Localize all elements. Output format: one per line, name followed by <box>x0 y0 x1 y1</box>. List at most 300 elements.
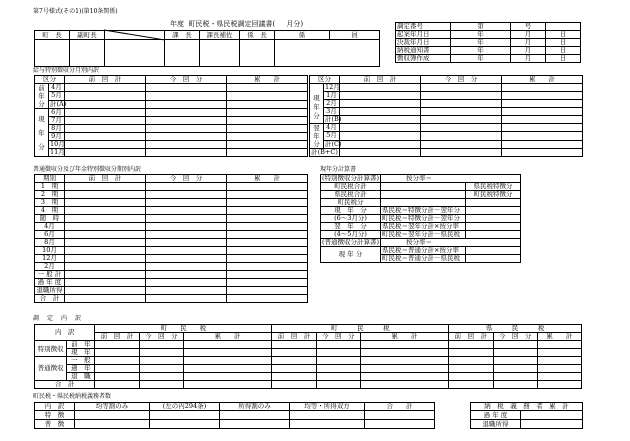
assessment-cell[interactable] <box>360 341 448 349</box>
special-cell[interactable] <box>227 141 308 149</box>
special-row-label: 5月 <box>49 92 65 100</box>
assessment-cell[interactable] <box>493 381 537 389</box>
record-c3: 日 <box>546 55 581 63</box>
special-row-label: 8月 <box>49 125 65 133</box>
taxpayers-table <box>34 402 435 429</box>
ordinary-cell[interactable] <box>65 239 146 247</box>
ordinary-cell[interactable] <box>146 279 227 287</box>
assessment-cell[interactable] <box>493 349 537 357</box>
assessment-cell[interactable] <box>316 381 360 389</box>
special-cell[interactable] <box>227 92 308 100</box>
assessment-sub-prev: 前 回 計 <box>449 333 493 341</box>
ordinary-cell[interactable] <box>65 287 146 295</box>
special-header-total: 累 計 <box>227 76 308 84</box>
ordinary-cell[interactable] <box>65 223 146 231</box>
form-title <box>170 20 303 29</box>
allocation-cell[interactable] <box>466 207 521 215</box>
allocation-cell[interactable] <box>466 215 521 223</box>
allocation-table <box>320 174 521 263</box>
assessment-cell[interactable] <box>139 381 183 389</box>
ordinary-row-label: 6月 <box>35 231 65 239</box>
record-label: 徴収簿作成 <box>396 55 451 63</box>
allocation-formula: 県民税＝翌年分計×按分率 <box>381 223 466 231</box>
assessment-cell[interactable] <box>316 341 360 349</box>
taxpayers-cell[interactable] <box>290 420 365 429</box>
assessment-row-label: 前 年 <box>67 341 95 349</box>
assessment-row-label: 現 年 <box>67 349 95 357</box>
assessment-cell[interactable] <box>95 341 139 349</box>
assessment-cell[interactable] <box>139 349 183 357</box>
special-row-label: 2月 <box>324 100 340 108</box>
taxpayers-cell[interactable] <box>220 420 290 429</box>
taxpayers-cell[interactable] <box>290 411 365 420</box>
special-cell[interactable] <box>227 149 308 157</box>
ordinary-cell[interactable] <box>227 295 308 303</box>
taxpayers-header-income: 所得割のみ <box>220 403 290 411</box>
special-cell[interactable] <box>421 140 502 148</box>
ordinary-cell[interactable] <box>146 239 227 247</box>
assessment-sub-total: 累 計 <box>537 333 581 341</box>
ordinary-row-label: 12月 <box>35 255 65 263</box>
assessment-cell[interactable] <box>537 341 581 349</box>
assessment-cell[interactable] <box>360 349 448 357</box>
ordinary-cell[interactable] <box>227 247 308 255</box>
special-cell[interactable] <box>421 100 502 108</box>
special-cell[interactable] <box>146 133 227 141</box>
assessment-cell[interactable] <box>316 357 360 365</box>
approval-stamp-cell[interactable] <box>35 40 70 67</box>
assessment-cell[interactable] <box>139 373 183 381</box>
special-row-label: 9月 <box>49 133 65 141</box>
special-cell[interactable] <box>146 125 227 133</box>
taxpayers-cell[interactable] <box>150 420 220 429</box>
special-cell[interactable] <box>227 133 308 141</box>
ordinary-cell[interactable] <box>227 207 308 215</box>
ordinary-cell[interactable] <box>65 271 146 279</box>
approval-vice-chief: 副町長 <box>70 31 105 40</box>
record-label: 納税通知書 <box>396 47 451 55</box>
special-cell[interactable] <box>146 109 227 117</box>
special-cell[interactable] <box>227 109 308 117</box>
special-cell[interactable] <box>227 84 308 92</box>
special-row-label: 10月 <box>50 140 65 148</box>
record-c2: 月 <box>511 47 546 55</box>
special-header-prev: 前 回 計 <box>340 76 421 84</box>
special-cell[interactable] <box>146 117 227 125</box>
assessment-cell[interactable] <box>272 365 316 373</box>
assessment-cell[interactable] <box>95 365 139 373</box>
assessment-section-title: 調 定 内 訳 <box>33 315 83 322</box>
taxpayers-header-total: 合 計 <box>365 403 435 411</box>
ordinary-cell[interactable] <box>146 207 227 215</box>
assessment-cell[interactable] <box>537 373 581 381</box>
special-header-category: 区分 <box>35 76 65 84</box>
assessment-group-town-2: 町 民 税 <box>272 325 449 333</box>
allocation-row-label: 町民税合計 <box>321 183 381 191</box>
record-c2: 月 <box>511 31 546 39</box>
special-cell[interactable] <box>65 117 146 125</box>
assessment-cell[interactable] <box>316 365 360 373</box>
ordinary-cell[interactable] <box>65 263 146 271</box>
approval-deputy-chief: 課長補佐 <box>200 31 240 40</box>
special-cell[interactable] <box>502 108 583 116</box>
special-cell[interactable] <box>65 125 146 133</box>
ordinary-cell[interactable] <box>65 231 146 239</box>
special-cell[interactable] <box>421 149 502 157</box>
taxpayers-header-per-capita: 均等割のみ <box>75 403 150 411</box>
special-cell[interactable] <box>65 141 146 149</box>
approval-stamp-cell[interactable] <box>200 40 240 67</box>
ordinary-cell[interactable] <box>146 183 227 191</box>
special-cell[interactable] <box>65 133 146 141</box>
special-row-label: 計(C) <box>325 139 342 148</box>
ordinary-cell[interactable] <box>65 279 146 287</box>
record-c3: 日 <box>546 39 581 47</box>
allocation-row-label: 県民税合計 <box>321 191 381 199</box>
special-cell[interactable] <box>146 100 227 108</box>
ordinary-row-label: 随 時 <box>35 215 65 223</box>
record-c1: 年 <box>451 39 511 47</box>
ordinary-cell[interactable] <box>146 231 227 239</box>
special-cell[interactable] <box>502 92 583 100</box>
ordinary-cell[interactable] <box>227 263 308 271</box>
assessment-cell[interactable] <box>272 349 316 357</box>
taxpayers-header-art294: (左の内294条) <box>150 403 220 411</box>
special-cell[interactable] <box>227 100 308 108</box>
assessment-cell[interactable] <box>272 373 316 381</box>
record-c2: 号 <box>511 23 546 31</box>
record-c1: 第 <box>451 23 511 31</box>
special-cell[interactable] <box>421 92 502 100</box>
taxpayers-cell[interactable] <box>220 411 290 420</box>
assessment-cell[interactable] <box>449 341 493 349</box>
assessment-group-prefecture: 県 民 税 <box>449 325 582 333</box>
ordinary-cell[interactable] <box>227 279 308 287</box>
form-number: 第7号様式(その1)(第10条関係) <box>33 8 118 15</box>
record-c2: 月 <box>511 55 546 63</box>
ordinary-cell[interactable] <box>146 287 227 295</box>
assessment-cell[interactable] <box>139 357 183 365</box>
taxpayers-section-title: 町民税・県民税納税義務者数 <box>33 393 112 400</box>
special-cell[interactable] <box>421 116 502 124</box>
ordinary-row-label: 4 期 <box>35 207 65 215</box>
title-year: 年度 <box>170 20 184 28</box>
assessment-cell[interactable] <box>537 357 581 365</box>
record-c1: 年 <box>451 31 511 39</box>
special-cell[interactable] <box>421 108 502 116</box>
assessment-cell[interactable] <box>95 357 139 365</box>
special-group-current-year: 現年分 <box>35 109 49 157</box>
assessment-cell[interactable] <box>493 357 537 365</box>
allocation-cell[interactable] <box>381 183 466 191</box>
record-label: 決裁年月日 <box>396 39 451 47</box>
record-c2: 月 <box>511 39 546 47</box>
assessment-cell[interactable] <box>95 381 139 389</box>
assessment-cell[interactable] <box>449 365 493 373</box>
assessment-cell[interactable] <box>183 365 271 373</box>
ordinary-cell[interactable] <box>65 191 146 199</box>
ordinary-row-label: 8月 <box>35 239 65 247</box>
special-row-label: 12月 <box>325 83 340 91</box>
special-cell[interactable] <box>227 125 308 133</box>
allocation-formula: 県民税＝普通分計×按分率 <box>381 247 466 255</box>
taxpayers-row-label: 普 徴 <box>35 420 75 429</box>
special-row-label: 3月 <box>324 108 340 116</box>
special-cell[interactable] <box>146 141 227 149</box>
allocation-ordinary-header: (普通徴収分計算書) <box>322 238 380 246</box>
assessment-cell[interactable] <box>183 381 271 389</box>
approval-diagonal-line <box>104 30 165 40</box>
allocation-ratio: 按分率＝ <box>381 175 521 183</box>
assessment-cell[interactable] <box>183 349 271 357</box>
taxpayers-row-label: 特 徴 <box>35 411 75 420</box>
ordinary-row-label: 1 期 <box>35 183 65 191</box>
allocation-section-title: 現年分計算書 <box>320 166 357 173</box>
record-c3: 日 <box>546 47 581 55</box>
taxpayers-summary-table <box>470 402 583 429</box>
record-table <box>395 22 581 63</box>
taxpayers-summary-cell[interactable] <box>521 420 583 429</box>
approval-town-chief: 町 長 <box>35 31 70 40</box>
ordinary-cell[interactable] <box>65 295 146 303</box>
assessment-cell[interactable] <box>537 365 581 373</box>
assessment-cell[interactable] <box>493 341 537 349</box>
approval-stamp-cell[interactable] <box>275 40 380 67</box>
special-cell[interactable] <box>146 92 227 100</box>
ordinary-cell[interactable] <box>146 191 227 199</box>
special-cell[interactable] <box>502 116 583 124</box>
assessment-cell[interactable] <box>537 349 581 357</box>
special-cell[interactable] <box>146 84 227 92</box>
special-left-table <box>34 75 308 157</box>
special-cell[interactable] <box>340 116 421 124</box>
allocation-note: 町民税特徴分 <box>466 191 521 199</box>
special-row-label: 計(B) <box>325 115 342 123</box>
approval-stamp-cell[interactable] <box>165 40 200 67</box>
special-cell[interactable] <box>421 132 502 140</box>
allocation-cell[interactable] <box>381 191 466 199</box>
special-cell[interactable] <box>502 149 583 157</box>
ordinary-cell[interactable] <box>65 207 146 215</box>
special-cell[interactable] <box>340 100 421 108</box>
taxpayers-cell[interactable] <box>365 420 435 429</box>
taxpayers-summary-label: 退職所得 <box>471 420 521 429</box>
allocation-row-label: 翌 年 分 <box>321 223 381 231</box>
special-section-title: 給与特別徴収分月別内訳 <box>33 67 100 74</box>
taxpayers-cell[interactable] <box>75 420 150 429</box>
assessment-cell[interactable] <box>360 381 448 389</box>
assessment-cell[interactable] <box>449 357 493 365</box>
assessment-row-label: 退 職 <box>67 373 95 381</box>
special-cell[interactable] <box>340 84 421 92</box>
record-c1: 年 <box>451 47 511 55</box>
ordinary-cell[interactable] <box>146 295 227 303</box>
special-cell[interactable] <box>227 117 308 125</box>
assessment-cell[interactable] <box>272 341 316 349</box>
ordinary-cell[interactable] <box>227 239 308 247</box>
ordinary-cell[interactable] <box>65 215 146 223</box>
ordinary-cell[interactable] <box>227 191 308 199</box>
assessment-cell[interactable] <box>316 349 360 357</box>
assessment-row-label: 過 年 <box>67 365 95 373</box>
special-group-current-year-right: 現年分 <box>310 92 324 124</box>
special-header-current: 今 回 分 <box>421 76 502 84</box>
special-cell[interactable] <box>65 100 146 108</box>
special-header-total: 累 計 <box>502 76 583 84</box>
allocation-cell[interactable] <box>466 223 521 231</box>
ordinary-cell[interactable] <box>227 215 308 223</box>
special-cell[interactable] <box>340 132 421 140</box>
taxpayers-summary-cell[interactable] <box>521 411 583 420</box>
special-cell[interactable] <box>340 140 421 148</box>
record-c1: 年 <box>451 55 511 63</box>
ordinary-cell[interactable] <box>227 255 308 263</box>
ordinary-cell[interactable] <box>65 247 146 255</box>
special-cell[interactable] <box>65 149 146 157</box>
taxpayers-cell[interactable] <box>75 411 150 420</box>
allocation-ordinary-label: 現 年 分 <box>321 247 381 263</box>
assessment-group-ordinary: 普通徴収 <box>35 357 67 381</box>
ordinary-cell[interactable] <box>146 199 227 207</box>
assessment-cell[interactable] <box>95 373 139 381</box>
special-cell[interactable] <box>421 124 502 132</box>
special-cell[interactable] <box>340 124 421 132</box>
ordinary-cell[interactable] <box>227 231 308 239</box>
ordinary-cell[interactable] <box>65 199 146 207</box>
ordinary-cell[interactable] <box>227 223 308 231</box>
allocation-cell[interactable] <box>466 231 521 239</box>
ordinary-row-label: 3 期 <box>35 199 65 207</box>
special-group-next-year: 翌年分 <box>310 124 324 149</box>
assessment-cell[interactable] <box>449 373 493 381</box>
assessment-cell[interactable] <box>493 365 537 373</box>
allocation-cell[interactable] <box>466 247 521 255</box>
allocation-formula: 県民税＝特徴分計－翌年分 <box>381 207 466 215</box>
approval-member: 員 <box>330 31 380 40</box>
record-c3: 日 <box>546 31 581 39</box>
ordinary-cell[interactable] <box>227 271 308 279</box>
special-cell[interactable] <box>340 149 421 157</box>
assessment-sub-prev: 前 回 計 <box>272 333 316 341</box>
special-header-category: 区分 <box>310 76 340 84</box>
special-row-label: 11月 <box>50 148 65 156</box>
special-cell[interactable] <box>502 84 583 92</box>
assessment-cell[interactable] <box>95 349 139 357</box>
special-cell[interactable] <box>421 84 502 92</box>
special-cell[interactable] <box>502 132 583 140</box>
special-row-label: 1月 <box>324 92 340 100</box>
special-header-current: 今 回 分 <box>146 76 227 84</box>
record-label: 調定番号 <box>396 23 451 31</box>
assessment-sub-current: 今 回 分 <box>316 333 360 341</box>
ordinary-cell[interactable] <box>146 223 227 231</box>
ordinary-cell[interactable] <box>227 183 308 191</box>
ordinary-cell[interactable] <box>146 271 227 279</box>
assessment-total-label: 合 計 <box>35 381 95 389</box>
taxpayers-cell[interactable] <box>150 411 220 420</box>
approval-table <box>34 30 380 67</box>
special-row-label: 計(B+C) <box>311 148 338 156</box>
approval-stamp-cell[interactable] <box>70 40 105 67</box>
allocation-row-label: 町民税分 <box>321 199 381 207</box>
special-cell[interactable] <box>502 124 583 132</box>
assessment-group-town: 町 民 税 <box>95 325 272 333</box>
assessment-cell[interactable] <box>183 357 271 365</box>
taxpayers-cell[interactable] <box>365 411 435 420</box>
assessment-cell[interactable] <box>449 349 493 357</box>
special-cell[interactable] <box>502 140 583 148</box>
special-cell[interactable] <box>65 109 146 117</box>
special-row-label: 6月 <box>49 109 65 117</box>
allocation-row-label: 現 年 分 <box>321 207 381 215</box>
allocation-row-label: (4～5月分) <box>321 231 381 239</box>
ordinary-cell[interactable] <box>146 263 227 271</box>
ordinary-row-label: 2 期 <box>35 191 65 199</box>
ordinary-table <box>34 174 308 303</box>
special-cell[interactable] <box>340 92 421 100</box>
assessment-cell[interactable] <box>139 365 183 373</box>
approval-staff: 係 <box>275 31 330 40</box>
title-month: 月分) <box>286 20 304 28</box>
assessment-cell[interactable] <box>449 381 493 389</box>
ordinary-cell[interactable] <box>227 199 308 207</box>
special-cell[interactable] <box>340 108 421 116</box>
ordinary-cell[interactable] <box>65 255 146 263</box>
allocation-formula: 町民税＝特徴分計－翌年分 <box>381 215 466 223</box>
allocation-cell[interactable] <box>466 255 521 263</box>
ordinary-header-total: 累 計 <box>227 175 308 183</box>
allocation-row-label: (6～3月分) <box>321 215 381 223</box>
assessment-cell[interactable] <box>183 373 271 381</box>
assessment-cell[interactable] <box>360 373 448 381</box>
assessment-group-special: 特別徴収 <box>35 341 67 357</box>
approval-blank <box>105 40 165 67</box>
special-row-label: 4月 <box>324 124 340 132</box>
ordinary-cell[interactable] <box>146 215 227 223</box>
special-cell[interactable] <box>502 100 583 108</box>
assessment-cell[interactable] <box>493 373 537 381</box>
approval-manager: 係 長 <box>240 31 275 40</box>
assessment-cell[interactable] <box>316 373 360 381</box>
special-cell[interactable] <box>65 84 146 92</box>
ordinary-cell[interactable] <box>65 183 146 191</box>
assessment-cell[interactable] <box>360 365 448 373</box>
approval-stamp-cell[interactable] <box>240 40 275 67</box>
ordinary-row-label: 合 計 <box>35 295 65 303</box>
ordinary-cell[interactable] <box>146 255 227 263</box>
title-main: 町民税・県民税調定回議書( <box>188 20 276 28</box>
assessment-sub-current: 今 回 分 <box>493 333 537 341</box>
assessment-cell[interactable] <box>272 381 316 389</box>
assessment-cell[interactable] <box>183 341 271 349</box>
ordinary-cell[interactable] <box>227 287 308 295</box>
assessment-cell[interactable] <box>272 357 316 365</box>
allocation-cell[interactable] <box>466 199 521 207</box>
assessment-cell[interactable] <box>537 381 581 389</box>
taxpayers-summary-label: 過 年 度 <box>471 411 521 420</box>
allocation-ordinary-ratio: 按分率＝ <box>381 239 521 247</box>
special-cell[interactable] <box>146 149 227 157</box>
ordinary-header-prev: 前 回 計 <box>65 175 146 183</box>
special-cell[interactable] <box>65 92 146 100</box>
assessment-cell[interactable] <box>360 357 448 365</box>
special-row-label: 4月 <box>49 84 65 92</box>
assessment-cell[interactable] <box>139 341 183 349</box>
ordinary-cell[interactable] <box>146 247 227 255</box>
ordinary-row-label: 10月 <box>35 247 65 255</box>
special-right-table <box>309 75 583 157</box>
ordinary-header-category: 期別 <box>35 175 65 183</box>
